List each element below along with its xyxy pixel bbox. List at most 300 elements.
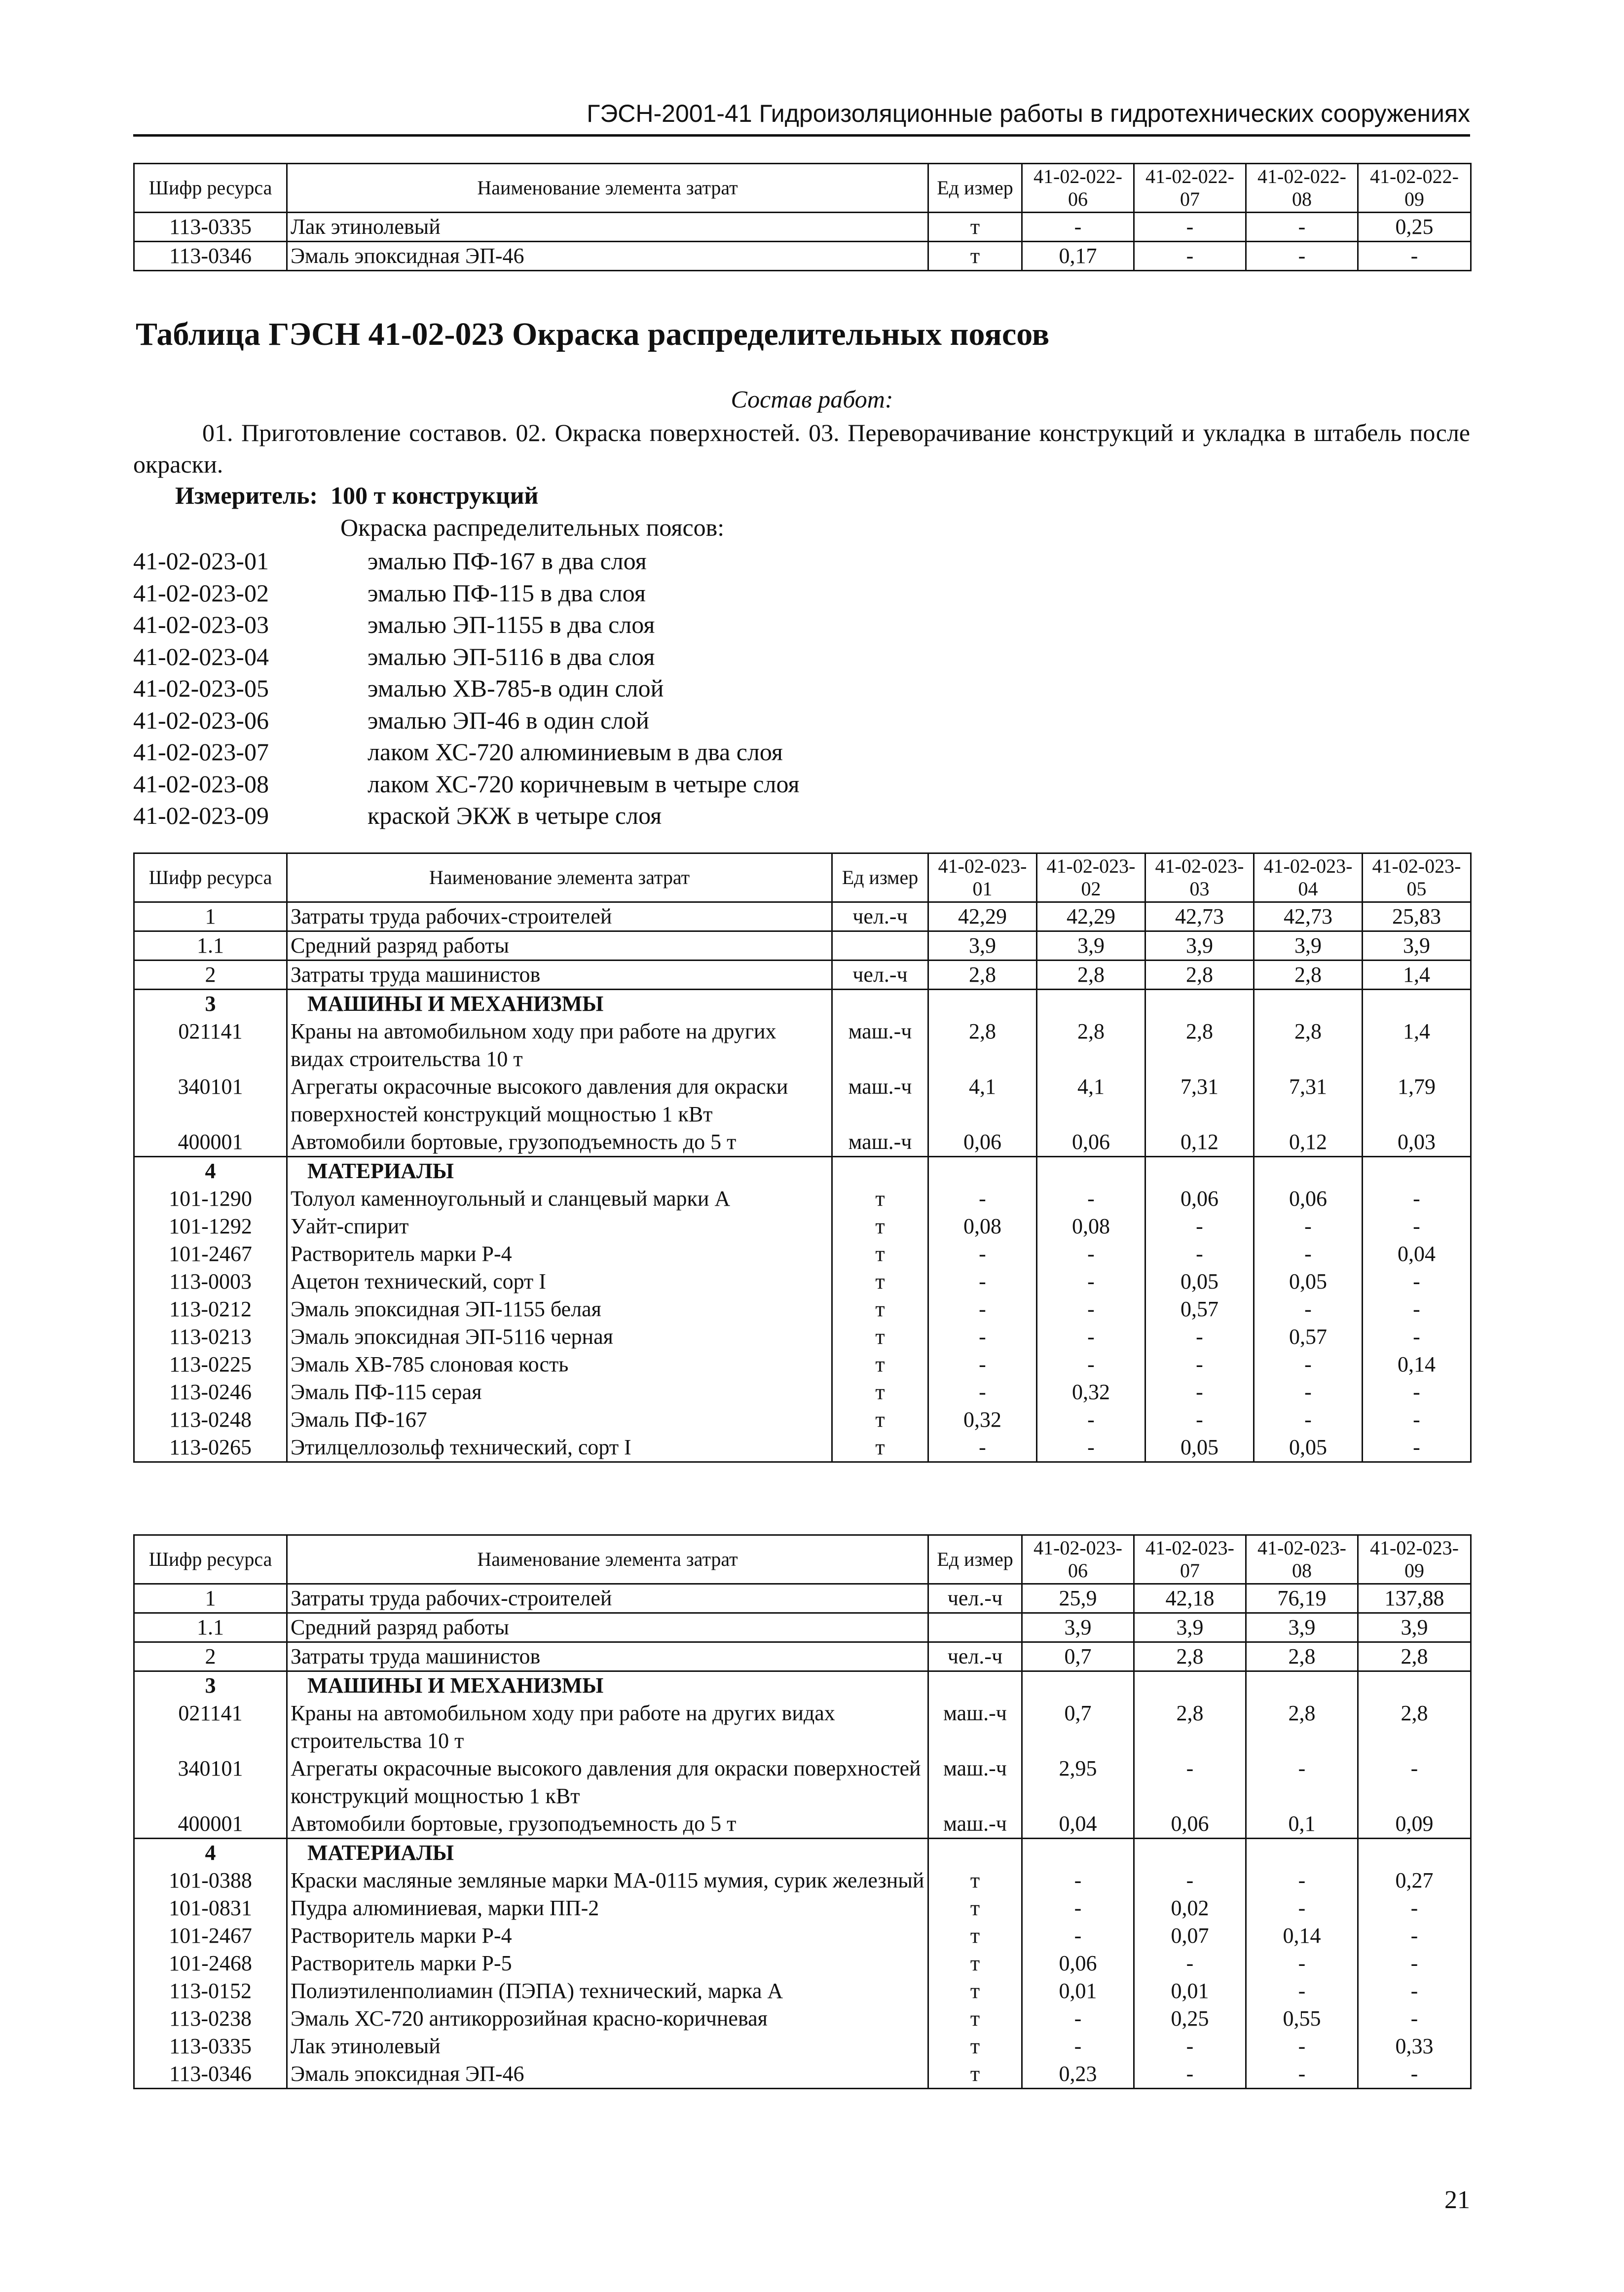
resource-unit: маш.-ч (832, 1018, 928, 1073)
resource-unit: т (832, 1351, 928, 1378)
variant-code: 41-02-023-04 (133, 642, 269, 670)
resource-value: - (1358, 1977, 1471, 2005)
composition-heading: Состав работ: (731, 385, 893, 413)
variant-item (133, 768, 800, 800)
resource-value: - (1254, 1378, 1363, 1406)
resource-value: - (1246, 2033, 1358, 2060)
resource-unit: т (928, 242, 1022, 271)
resource-value: 3,9 (1145, 931, 1254, 961)
resource-code: 3 (134, 990, 287, 1018)
resource-code: 113-0265 (134, 1434, 287, 1462)
table-row (134, 1584, 1471, 1613)
resource-value: - (1145, 1240, 1254, 1268)
resource-code: 1 (134, 902, 287, 931)
resource-value: 3,9 (1134, 1613, 1246, 1642)
resource-value (1022, 1671, 1134, 1700)
column-header-code: Шифр ресурса (134, 1535, 287, 1584)
table-row (134, 1867, 1471, 1894)
table-row (134, 2005, 1471, 2033)
resource-name: Эмаль ХВ-785 слоновая кость (287, 1351, 832, 1378)
resource-unit: т (832, 1213, 928, 1240)
table-row (134, 1378, 1471, 1406)
resource-unit: чел.-ч (832, 961, 928, 990)
resource-unit: т (832, 1406, 928, 1434)
resource-value: - (1037, 1268, 1145, 1295)
resource-code: 113-0346 (134, 2060, 287, 2089)
resource-value: - (928, 1434, 1037, 1462)
variant-description: краской ЭКЖ в четыре слоя (368, 802, 662, 829)
resource-value: 0,05 (1145, 1434, 1254, 1462)
resource-value: - (1246, 213, 1358, 242)
resource-value: 2,8 (1145, 961, 1254, 990)
variant-description: эмалью ХВ-785-в один слой (368, 674, 664, 702)
resource-code: 101-2468 (134, 1950, 287, 1977)
resource-name: Толуол каменноугольный и сланцевый марки А (287, 1185, 832, 1213)
column-header-code: Шифр ресурса (134, 164, 287, 213)
resource-value: - (1037, 1295, 1145, 1323)
resource-code: 101-1290 (134, 1185, 287, 1213)
resource-value: - (1022, 1922, 1134, 1950)
resource-value: 2,8 (1254, 1018, 1363, 1073)
table-row (134, 1323, 1471, 1351)
resource-name: МАШИНЫ И МЕХАНИЗМЫ (287, 990, 832, 1018)
resource-value: - (1358, 1894, 1471, 1922)
resource-value: - (1246, 2060, 1358, 2089)
column-header-variant: 41-02-023-01 (928, 853, 1037, 902)
resource-value: - (1134, 1867, 1246, 1894)
resource-code: 113-0225 (134, 1351, 287, 1378)
resource-value: 2,8 (1037, 961, 1145, 990)
header-row (134, 853, 1471, 902)
resource-value: 0,14 (1363, 1351, 1471, 1378)
resource-value (1246, 1839, 1358, 1867)
resource-value (1134, 1671, 1246, 1700)
resource-value: 0,1 (1246, 1810, 1358, 1839)
resource-unit: т (928, 1977, 1022, 2005)
resource-value: - (928, 1378, 1037, 1406)
resource-value: - (1134, 1950, 1246, 1977)
resource-value: 0,57 (1254, 1323, 1363, 1351)
resource-name: Эмаль ПФ-115 серая (287, 1378, 832, 1406)
resource-value: - (1363, 1213, 1471, 1240)
resource-value: 0,32 (1037, 1378, 1145, 1406)
resource-value: - (1037, 1351, 1145, 1378)
table-row (134, 1406, 1471, 1434)
table-row (134, 902, 1471, 931)
resource-value: - (1037, 1323, 1145, 1351)
resource-value: - (1145, 1213, 1254, 1240)
table-row (134, 1642, 1471, 1671)
resource-value: - (1358, 2060, 1471, 2089)
resource-unit: т (832, 1323, 928, 1351)
resource-unit (928, 1613, 1022, 1642)
resource-value: 0,08 (1037, 1213, 1145, 1240)
resource-value: 1,4 (1363, 961, 1471, 990)
resource-value: 0,27 (1358, 1867, 1471, 1894)
resource-name: Автомобили бортовые, грузоподъемность до 5 т (287, 1810, 928, 1839)
resource-name: Эмаль эпоксидная ЭП-46 (287, 242, 928, 271)
resource-unit: т (928, 1894, 1022, 1922)
table-row (134, 931, 1471, 961)
resource-value: 2,8 (1246, 1642, 1358, 1671)
resource-name: Лак этинолевый (287, 213, 928, 242)
resource-code: 2 (134, 1642, 287, 1671)
resource-value: 0,06 (1022, 1950, 1134, 1977)
resource-name: МАТЕРИАЛЫ (287, 1157, 832, 1185)
resource-value: 2,8 (1246, 1700, 1358, 1755)
resource-value: 0,04 (1022, 1810, 1134, 1839)
table-row (134, 1213, 1471, 1240)
variant-item (133, 704, 800, 737)
resource-unit: маш.-ч (928, 1755, 1022, 1810)
resource-unit (928, 1839, 1022, 1867)
resource-value: 0,07 (1134, 1922, 1246, 1950)
resource-value: 0,08 (928, 1213, 1037, 1240)
column-header-variant: 41-02-023-05 (1363, 853, 1471, 902)
resource-code: 101-2467 (134, 1240, 287, 1268)
resource-name: Растворитель марки Р-5 (287, 1950, 928, 1977)
resource-value: 1,79 (1363, 1073, 1471, 1128)
resource-value: - (1358, 242, 1471, 271)
table-row (134, 2060, 1471, 2089)
resource-value: - (1037, 1406, 1145, 1434)
resource-name: Эмаль эпоксидная ЭП-1155 белая (287, 1295, 832, 1323)
resource-name: Краны на автомобильном ходу при работе на других видах строительства 10 т (287, 1700, 928, 1755)
resource-name: Затраты труда машинистов (287, 961, 832, 990)
resource-value: - (1363, 1434, 1471, 1462)
resource-name: Средний разряд работы (287, 931, 832, 961)
resource-value: 3,9 (1037, 931, 1145, 961)
resource-name: Растворитель марки Р-4 (287, 1922, 928, 1950)
resource-value (1145, 1157, 1254, 1185)
resource-value: - (1246, 242, 1358, 271)
resource-code: 400001 (134, 1810, 287, 1839)
resource-code: 2 (134, 961, 287, 990)
column-header-variant: 41-02-023-07 (1134, 1535, 1246, 1584)
resource-value (1022, 1839, 1134, 1867)
resource-value: - (1145, 1323, 1254, 1351)
variant-code: 41-02-023-03 (133, 611, 269, 638)
resource-code: 101-0388 (134, 1867, 287, 1894)
measure-value: 100 т конструкций (331, 481, 539, 509)
table-row (134, 1351, 1471, 1378)
table-row (134, 1810, 1471, 1839)
resource-value: 0,03 (1363, 1128, 1471, 1157)
resource-value: 0,12 (1145, 1128, 1254, 1157)
resource-value: 0,05 (1254, 1434, 1363, 1462)
resource-value: - (1022, 2033, 1134, 2060)
resource-value: 0,01 (1134, 1977, 1246, 2005)
resource-value: 0,25 (1134, 2005, 1246, 2033)
resource-value: 2,8 (1134, 1700, 1246, 1755)
table-row (134, 1839, 1471, 1867)
table-row (134, 1700, 1471, 1755)
resource-value: 0,04 (1363, 1240, 1471, 1268)
resource-value (1363, 990, 1471, 1018)
resource-value: 3,9 (1246, 1613, 1358, 1642)
resource-value: 25,83 (1363, 902, 1471, 931)
resource-value: 7,31 (1254, 1073, 1363, 1128)
table-row (134, 2033, 1471, 2060)
column-header-variant: 41-02-023-08 (1246, 1535, 1358, 1584)
resource-value: - (1254, 1351, 1363, 1378)
resource-value: - (928, 1323, 1037, 1351)
column-header-name: Наименование элемента затрат (287, 853, 832, 902)
resource-name: Затраты труда машинистов (287, 1642, 928, 1671)
resource-value: 3,9 (1254, 931, 1363, 961)
resource-unit: т (832, 1295, 928, 1323)
variant-description: эмалью ПФ-115 в два слоя (368, 579, 646, 607)
variant-item (133, 609, 800, 641)
resource-value: - (928, 1268, 1037, 1295)
resource-value: 0,06 (1145, 1185, 1254, 1213)
measure-label: Измеритель: (175, 481, 318, 509)
resource-value: 0,55 (1246, 2005, 1358, 2033)
table-row (134, 1434, 1471, 1462)
resource-unit: чел.-ч (832, 902, 928, 931)
resource-name: Эмаль ХС-720 антикоррозийная красно-коричневая (287, 2005, 928, 2033)
resource-name: Автомобили бортовые, грузоподъемность до 5 т (287, 1128, 832, 1157)
resource-name: Полиэтиленполиамин (ПЭПА) технический, марка А (287, 1977, 928, 2005)
resource-name: Ацетон технический, сорт I (287, 1268, 832, 1295)
resource-value: 0,06 (1134, 1810, 1246, 1839)
resource-unit (832, 990, 928, 1018)
resource-unit: маш.-ч (928, 1810, 1022, 1839)
resource-value (928, 1157, 1037, 1185)
variant-intro: Окраска распределительных поясов: (340, 514, 725, 541)
resource-value: 25,9 (1022, 1584, 1134, 1613)
measure-line (175, 481, 538, 510)
resource-value: 0,14 (1246, 1922, 1358, 1950)
resource-value (1358, 1671, 1471, 1700)
resource-value: 137,88 (1358, 1584, 1471, 1613)
resource-name: Лак этинолевый (287, 2033, 928, 2060)
resource-value: - (1246, 1950, 1358, 1977)
resource-code: 101-0831 (134, 1894, 287, 1922)
table-row (134, 1894, 1471, 1922)
resource-value: - (1246, 1977, 1358, 2005)
resource-value: 0,12 (1254, 1128, 1363, 1157)
resource-value: 0,06 (928, 1128, 1037, 1157)
resource-code: 113-0246 (134, 1378, 287, 1406)
resource-value: - (1363, 1185, 1471, 1213)
resource-code: 021141 (134, 1018, 287, 1073)
table-row (134, 1755, 1471, 1810)
resource-value: 0,06 (1037, 1128, 1145, 1157)
resource-value: - (1145, 1351, 1254, 1378)
resource-unit (928, 1671, 1022, 1700)
resource-value: 0,33 (1358, 2033, 1471, 2060)
variant-description: эмалью ПФ-167 в два слоя (368, 547, 647, 575)
resource-code: 113-0335 (134, 2033, 287, 2060)
table-row (134, 1268, 1471, 1295)
variant-code: 41-02-023-06 (133, 706, 269, 734)
variant-code: 41-02-023-02 (133, 579, 269, 607)
variant-description: эмалью ЭП-46 в один слой (368, 706, 649, 734)
resource-unit: т (832, 1434, 928, 1462)
resource-code: 113-0248 (134, 1406, 287, 1434)
variant-item (133, 641, 800, 673)
resource-value: - (1145, 1406, 1254, 1434)
resource-value: 0,05 (1145, 1268, 1254, 1295)
resource-value: 7,31 (1145, 1073, 1254, 1128)
resource-value: 0,09 (1358, 1810, 1471, 1839)
resource-value: - (1363, 1268, 1471, 1295)
resource-value (1254, 1157, 1363, 1185)
resource-value: 2,95 (1022, 1755, 1134, 1810)
resource-value: - (1246, 1755, 1358, 1810)
resource-unit: маш.-ч (928, 1700, 1022, 1755)
resource-unit: т (928, 2033, 1022, 2060)
resource-value: - (1358, 1922, 1471, 1950)
variant-list (133, 545, 800, 832)
resource-value (1145, 990, 1254, 1018)
table-row (134, 1018, 1471, 1073)
column-header-variant: 41-02-022-06 (1022, 164, 1134, 213)
resource-code: 3 (134, 1671, 287, 1700)
resource-value: - (1363, 1378, 1471, 1406)
resource-name: Краски масляные земляные марки МА-0115 мумия, сурик железный (287, 1867, 928, 1894)
resource-name: Агрегаты окрасочные высокого давления для окраски поверхностей конструкций мощностью 1 кВт (287, 1073, 832, 1128)
resource-code: 113-0003 (134, 1268, 287, 1295)
table-row (134, 1950, 1471, 1977)
resource-value: - (1037, 1185, 1145, 1213)
resource-name: Затраты труда рабочих-строителей (287, 902, 832, 931)
resource-code: 4 (134, 1157, 287, 1185)
resource-value: 0,05 (1254, 1268, 1363, 1295)
resource-unit: т (928, 2060, 1022, 2089)
resource-value: 3,9 (1363, 931, 1471, 961)
resource-value (1037, 1157, 1145, 1185)
resource-name: Средний разряд работы (287, 1613, 928, 1642)
resource-value: 2,8 (928, 1018, 1037, 1073)
table-row (134, 961, 1471, 990)
resource-code: 400001 (134, 1128, 287, 1157)
resource-value (1254, 990, 1363, 1018)
resource-value: 42,29 (928, 902, 1037, 931)
table-title: Таблица ГЭСН 41-02-023 Окраска распределительных поясов (136, 316, 1050, 352)
resource-value: - (1134, 2060, 1246, 2089)
resource-value: - (928, 1295, 1037, 1323)
resource-value: - (928, 1351, 1037, 1378)
resource-unit: т (928, 1950, 1022, 1977)
variant-code: 41-02-023-08 (133, 770, 269, 798)
resource-value: 42,73 (1254, 902, 1363, 931)
variant-code: 41-02-023-01 (133, 547, 269, 575)
resource-value: 4,1 (928, 1073, 1037, 1128)
resource-value: - (1363, 1295, 1471, 1323)
resource-name: Эмаль эпоксидная ЭП-46 (287, 2060, 928, 2089)
resource-value: 2,8 (1358, 1642, 1471, 1671)
resource-name: Краны на автомобильном ходу при работе на других видах строительства 10 т (287, 1018, 832, 1073)
resource-value: 0,01 (1022, 1977, 1134, 2005)
resource-value: 0,32 (928, 1406, 1037, 1434)
table-row (134, 242, 1471, 271)
resource-value (1246, 1671, 1358, 1700)
resource-value: 3,9 (1022, 1613, 1134, 1642)
resource-unit: чел.-ч (928, 1584, 1022, 1613)
table-row (134, 1157, 1471, 1185)
resource-value: 0,23 (1022, 2060, 1134, 2089)
variant-item (133, 672, 800, 704)
resource-unit: т (928, 1867, 1022, 1894)
resource-name: Эмаль ПФ-167 (287, 1406, 832, 1434)
resource-unit: т (928, 2005, 1022, 2033)
table-row (134, 213, 1471, 242)
column-header-unit: Ед измер (832, 853, 928, 902)
resource-value (1358, 1839, 1471, 1867)
table-row (134, 1922, 1471, 1950)
variant-item (133, 545, 800, 577)
resource-value: 0,7 (1022, 1642, 1134, 1671)
resource-unit (832, 931, 928, 961)
resource-code: 101-1292 (134, 1213, 287, 1240)
resource-name: МАТЕРИАЛЫ (287, 1839, 928, 1867)
resource-code: 1.1 (134, 1613, 287, 1642)
variant-item (133, 800, 800, 832)
resource-value: - (1254, 1295, 1363, 1323)
resource-name: Агрегаты окрасочные высокого давления для окраски поверхностей конструкций мощностью 1 кВт (287, 1755, 928, 1810)
column-header-variant: 41-02-022-09 (1358, 164, 1471, 213)
resource-name: Уайт-спирит (287, 1213, 832, 1240)
resource-name: МАШИНЫ И МЕХАНИЗМЫ (287, 1671, 928, 1700)
resource-value: - (1134, 2033, 1246, 2060)
resource-value: - (1254, 1406, 1363, 1434)
table-row (134, 1240, 1471, 1268)
resource-code: 113-0213 (134, 1323, 287, 1351)
resource-unit: т (832, 1378, 928, 1406)
resource-value: - (1037, 1240, 1145, 1268)
resource-value: - (1358, 2005, 1471, 2033)
resource-value: 3,9 (1358, 1613, 1471, 1642)
resource-value: 76,19 (1246, 1584, 1358, 1613)
resource-value: - (1363, 1406, 1471, 1434)
resource-unit: маш.-ч (832, 1073, 928, 1128)
table-row (134, 1613, 1471, 1642)
resource-code: 101-2467 (134, 1922, 287, 1950)
resource-value: - (1134, 242, 1246, 271)
resource-value: 0,02 (1134, 1894, 1246, 1922)
resource-name: Эмаль эпоксидная ЭП-5116 черная (287, 1323, 832, 1351)
resource-value: - (1037, 1434, 1145, 1462)
table-row (134, 1128, 1471, 1157)
resource-value: 4,1 (1037, 1073, 1145, 1128)
resource-code: 021141 (134, 1700, 287, 1755)
column-header-code: Шифр ресурса (134, 853, 287, 902)
variant-code: 41-02-023-07 (133, 738, 269, 766)
variant-description: лаком ХС-720 алюминиевым в два слоя (368, 738, 783, 766)
variant-description: эмалью ЭП-1155 в два слоя (368, 611, 655, 638)
page-header (133, 99, 1470, 137)
header-row (134, 164, 1471, 213)
page-number: 21 (1444, 2186, 1470, 2214)
resource-code: 113-0335 (134, 213, 287, 242)
resource-value: - (1358, 1950, 1471, 1977)
resource-value: - (1145, 1378, 1254, 1406)
resource-name: Этилцеллозольф технический, сорт I (287, 1434, 832, 1462)
resource-value: 42,29 (1037, 902, 1145, 931)
resource-unit: т (928, 1922, 1022, 1950)
resource-value: - (1134, 1755, 1246, 1810)
resource-unit (832, 1157, 928, 1185)
resource-code: 340101 (134, 1073, 287, 1128)
resource-value: 0,57 (1145, 1295, 1254, 1323)
resource-code: 1 (134, 1584, 287, 1613)
resource-value: - (928, 1240, 1037, 1268)
resource-value: 0,7 (1022, 1700, 1134, 1755)
resource-unit: чел.-ч (928, 1642, 1022, 1671)
resource-value: 0,25 (1358, 213, 1471, 242)
